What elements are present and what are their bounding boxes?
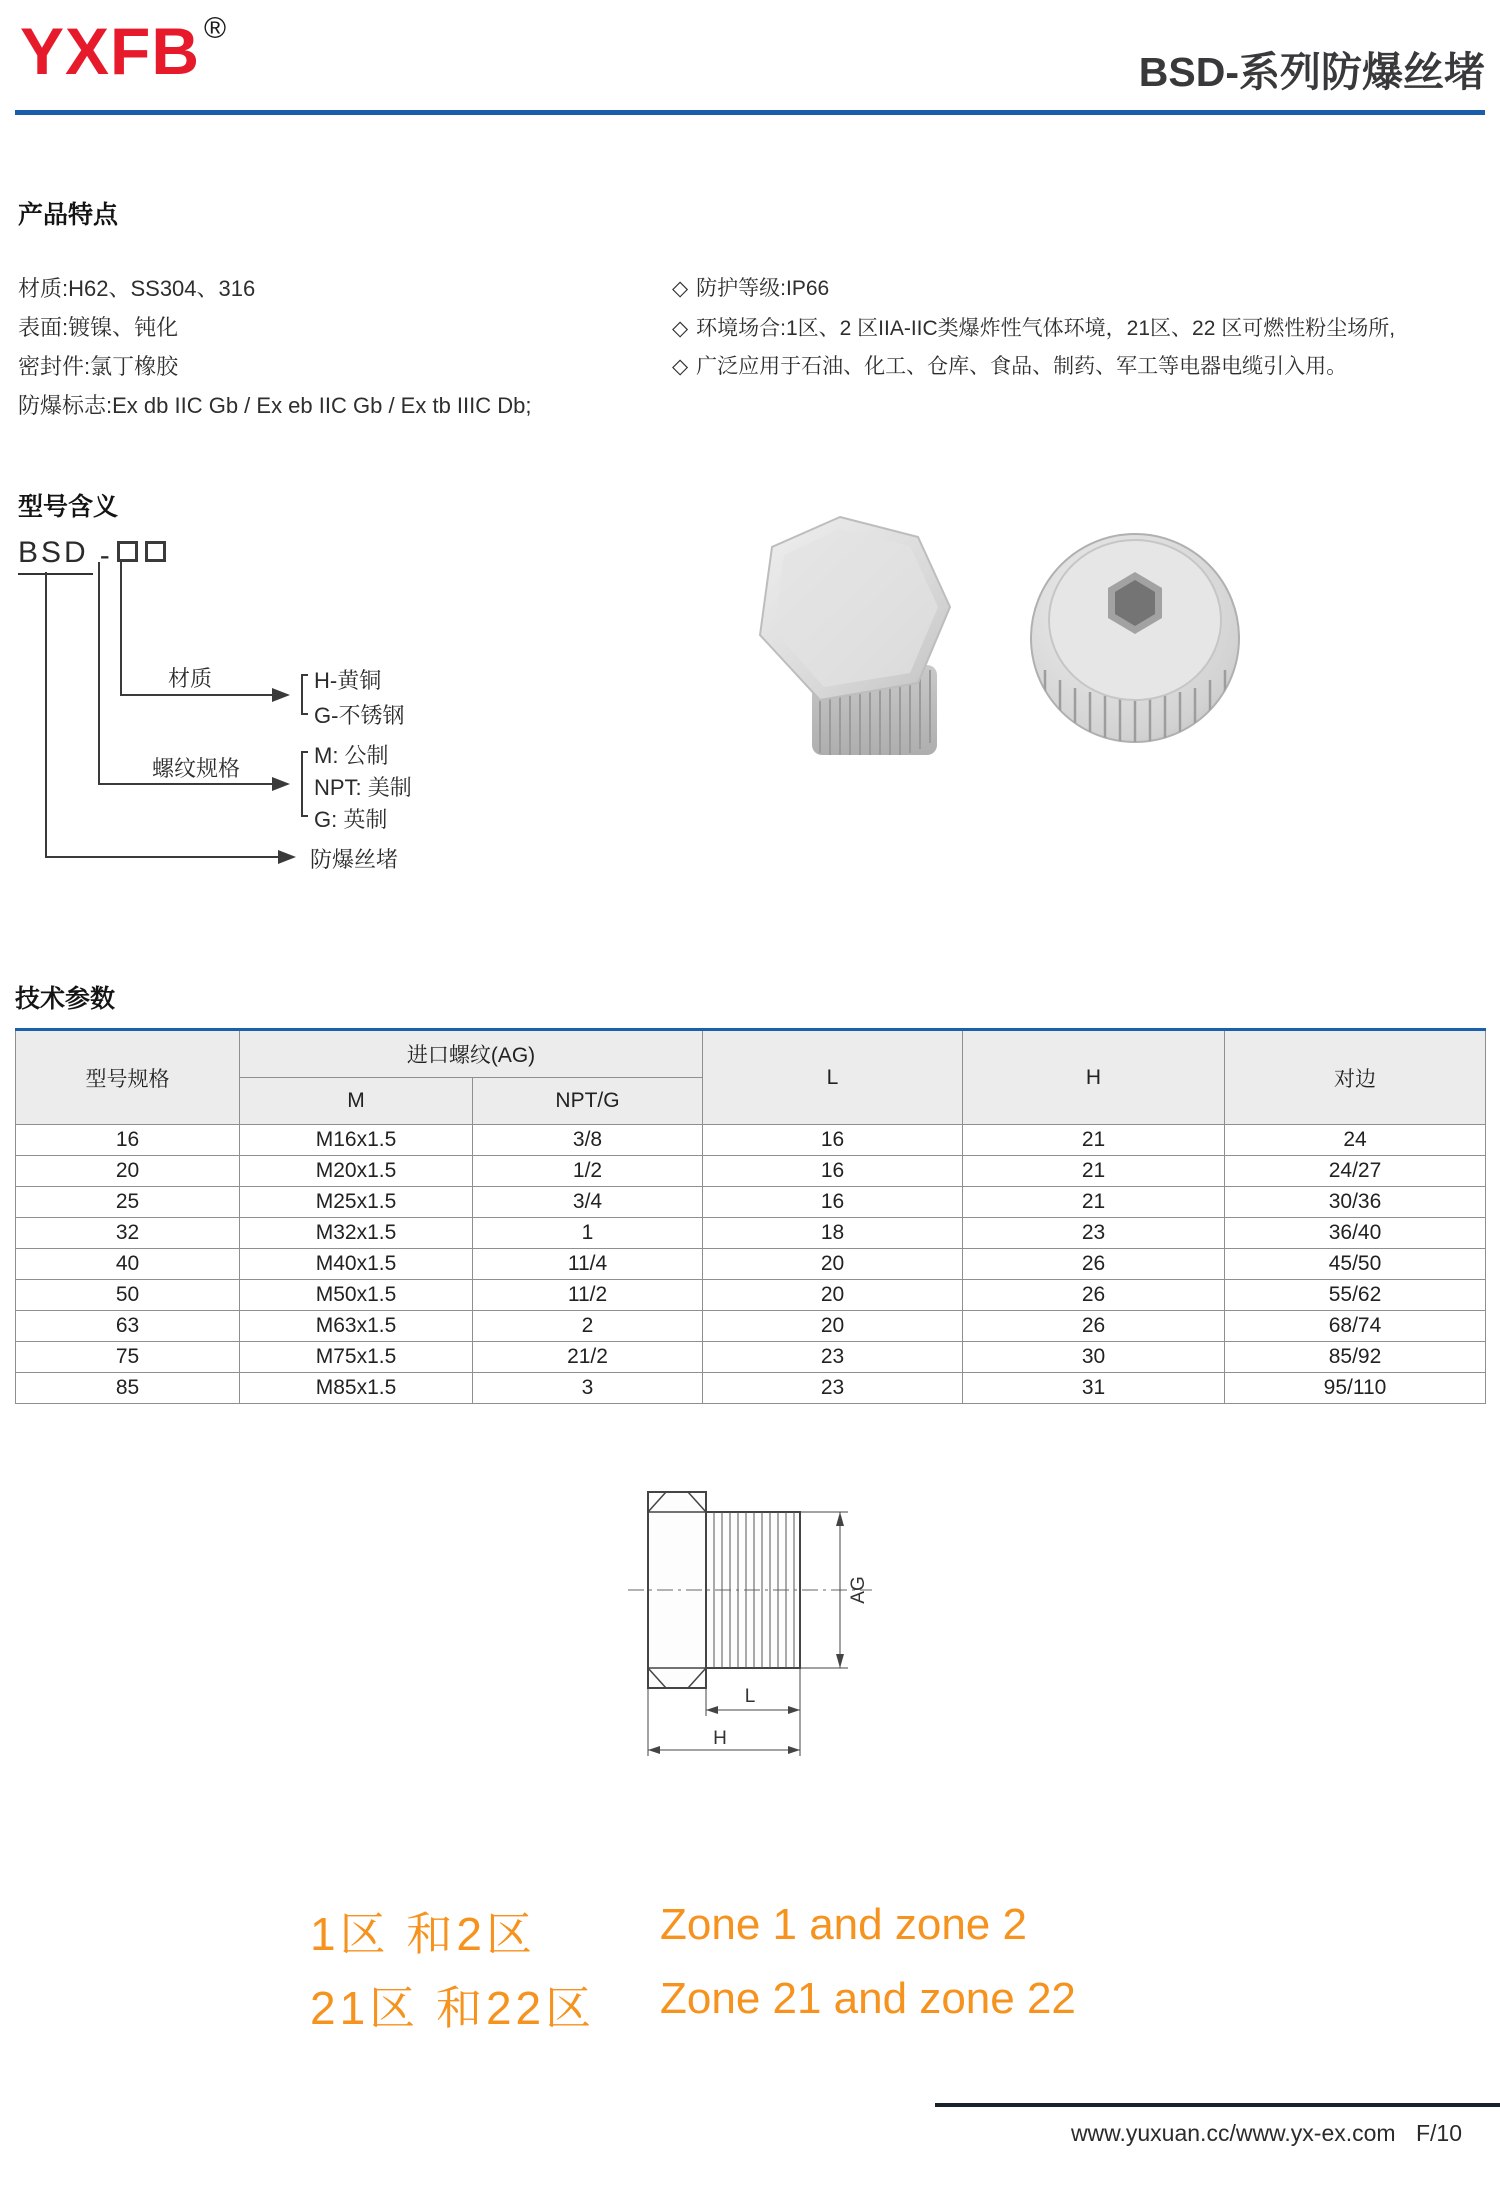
col-header-l: L <box>703 1030 963 1125</box>
table-cell-side: 45/50 <box>1225 1249 1486 1280</box>
diagram-label-product: 防爆丝堵 <box>310 847 399 872</box>
thread-option: G: 英制 <box>314 807 388 832</box>
table-cell-l: 20 <box>703 1280 963 1311</box>
zone-line1-en: Zone 1 and zone 2 <box>660 1900 1027 1949</box>
tech-table-body <box>16 1125 1486 1404</box>
table-cell-m: M20x1.5 <box>240 1156 473 1187</box>
feature-item: 材质:H62、SS304、316 <box>18 276 256 301</box>
feature-item <box>672 272 829 302</box>
table-cell-npt: 3 <box>473 1373 703 1404</box>
table-row <box>16 1311 1486 1342</box>
feature-item <box>672 312 1395 342</box>
table-cell-h: 26 <box>963 1280 1225 1311</box>
table-row <box>16 1373 1486 1404</box>
table-cell-h: 26 <box>963 1249 1225 1280</box>
table-header-row <box>16 1030 1486 1078</box>
table-row <box>16 1249 1486 1280</box>
table-cell-h: 30 <box>963 1342 1225 1373</box>
table-cell-npt: 1 <box>473 1218 703 1249</box>
table-cell-m: M16x1.5 <box>240 1125 473 1156</box>
product-photo-hex-plug <box>720 515 970 775</box>
col-header-ag: 进口螺纹(AG) <box>240 1030 703 1078</box>
table-cell-l: 16 <box>703 1156 963 1187</box>
section-heading-model: 型号含义 <box>18 493 119 521</box>
page-title: BSD-系列防爆丝堵 <box>1138 49 1485 95</box>
section-heading-params: 技术参数 <box>15 985 116 1013</box>
table-cell-model: 63 <box>16 1311 240 1342</box>
diagram-label-thread: 螺纹规格 <box>152 756 241 781</box>
thread-option: M: 公制 <box>314 743 389 768</box>
table-cell-model: 40 <box>16 1249 240 1280</box>
table-cell-side: 95/110 <box>1225 1373 1486 1404</box>
table-cell-model: 75 <box>16 1342 240 1373</box>
zone-line2-en: Zone 21 and zone 22 <box>660 1974 1076 2023</box>
table-cell-model: 85 <box>16 1373 240 1404</box>
diamond-bullet-icon: ◇ <box>672 317 689 340</box>
table-cell-npt: 3/8 <box>473 1125 703 1156</box>
table-cell-model: 50 <box>16 1280 240 1311</box>
table-cell-npt: 3/4 <box>473 1187 703 1218</box>
table-cell-npt: 2 <box>473 1311 703 1342</box>
table-cell-h: 21 <box>963 1187 1225 1218</box>
table-cell-side: 30/36 <box>1225 1187 1486 1218</box>
footer <box>1071 2120 1462 2147</box>
thread-option: NPT: 美制 <box>314 775 412 800</box>
col-header-m: M <box>240 1078 473 1125</box>
table-cell-l: 23 <box>703 1342 963 1373</box>
footer-page-number: F/10 <box>1415 2120 1462 2146</box>
table-cell-model: 20 <box>16 1156 240 1187</box>
table-cell-side: 85/92 <box>1225 1342 1486 1373</box>
table-row <box>16 1125 1486 1156</box>
tech-params-table <box>15 1028 1486 1404</box>
table-cell-m: M75x1.5 <box>240 1342 473 1373</box>
table-cell-m: M25x1.5 <box>240 1187 473 1218</box>
table-cell-l: 18 <box>703 1218 963 1249</box>
col-header-side: 对边 <box>1225 1030 1486 1125</box>
table-cell-m: M40x1.5 <box>240 1249 473 1280</box>
table-cell-h: 31 <box>963 1373 1225 1404</box>
feature-item: 防爆标志:Ex db IIC Gb / Ex eb IIC Gb / Ex tb IIIC Db; <box>18 393 532 418</box>
table-cell-h: 21 <box>963 1125 1225 1156</box>
table-cell-model: 16 <box>16 1125 240 1156</box>
diamond-bullet-icon: ◇ <box>672 355 689 378</box>
product-photo-plug-back <box>1010 520 1260 770</box>
table-cell-npt: 11/4 <box>473 1249 703 1280</box>
logo-text: YXFB <box>20 14 201 88</box>
dim-label-ag: AG <box>848 1576 869 1604</box>
table-cell-model: 25 <box>16 1187 240 1218</box>
dimension-drawing <box>600 1470 920 1800</box>
registered-trademark-icon: ® <box>204 12 227 45</box>
col-header-nptg: NPT/G <box>473 1078 703 1125</box>
table-cell-side: 24/27 <box>1225 1156 1486 1187</box>
dim-label-l: L <box>744 1686 756 1707</box>
table-cell-side: 55/62 <box>1225 1280 1486 1311</box>
diamond-bullet-icon: ◇ <box>672 277 689 300</box>
table-cell-l: 20 <box>703 1311 963 1342</box>
table-cell-m: M32x1.5 <box>240 1218 473 1249</box>
table-cell-model: 32 <box>16 1218 240 1249</box>
model-prefix: BSD <box>18 536 93 575</box>
zone-line2-cn: 21区 和22区 <box>310 1982 596 2034</box>
table-cell-npt: 1/2 <box>473 1156 703 1187</box>
table-cell-npt: 11/2 <box>473 1280 703 1311</box>
table-cell-h: 21 <box>963 1156 1225 1187</box>
table-cell-l: 20 <box>703 1249 963 1280</box>
diagram-label-material: 材质 <box>168 666 213 691</box>
feature-item: 密封件:氯丁橡胶 <box>18 354 179 379</box>
table-row <box>16 1218 1486 1249</box>
table-cell-l: 16 <box>703 1125 963 1156</box>
table-cell-npt: 21/2 <box>473 1342 703 1373</box>
table-cell-h: 26 <box>963 1311 1225 1342</box>
table-row <box>16 1280 1486 1311</box>
table-cell-side: 36/40 <box>1225 1218 1486 1249</box>
table-cell-m: M50x1.5 <box>240 1280 473 1311</box>
material-option: G-不锈钢 <box>314 703 405 728</box>
col-header-model: 型号规格 <box>16 1030 240 1125</box>
feature-item: 表面:镀镍、钝化 <box>18 315 179 340</box>
footer-rule <box>935 2103 1500 2107</box>
header-rule <box>15 110 1485 115</box>
feature-item <box>672 350 1347 380</box>
feature-text: 广泛应用于石油、化工、仓库、食品、制药、军工等电器电缆引入用。 <box>696 355 1348 378</box>
table-row <box>16 1156 1486 1187</box>
table-cell-h: 23 <box>963 1218 1225 1249</box>
table-cell-l: 23 <box>703 1373 963 1404</box>
table-cell-side: 24 <box>1225 1125 1486 1156</box>
table-row <box>16 1187 1486 1218</box>
material-option: H-黄铜 <box>314 668 382 693</box>
footer-url: www.yuxuan.cc/www.yx-ex.com <box>1070 2120 1396 2146</box>
table-row <box>16 1342 1486 1373</box>
col-header-h: H <box>963 1030 1225 1125</box>
brand-logo <box>20 12 227 88</box>
feature-text: 环境场合:1区、2 区IIA-IIC类爆炸性气体环境，21区、22 区可燃性粉尘场所, <box>696 317 1396 340</box>
feature-text: 防护等级:IP66 <box>696 277 830 300</box>
table-cell-side: 68/74 <box>1225 1311 1486 1342</box>
zone-line1-cn: 1区 和2区 <box>310 1908 536 1960</box>
table-cell-l: 16 <box>703 1187 963 1218</box>
dim-label-h: H <box>713 1728 727 1749</box>
section-heading-features: 产品特点 <box>18 201 119 229</box>
table-cell-m: M63x1.5 <box>240 1311 473 1342</box>
model-dash: - <box>99 538 110 572</box>
table-cell-m: M85x1.5 <box>240 1373 473 1404</box>
